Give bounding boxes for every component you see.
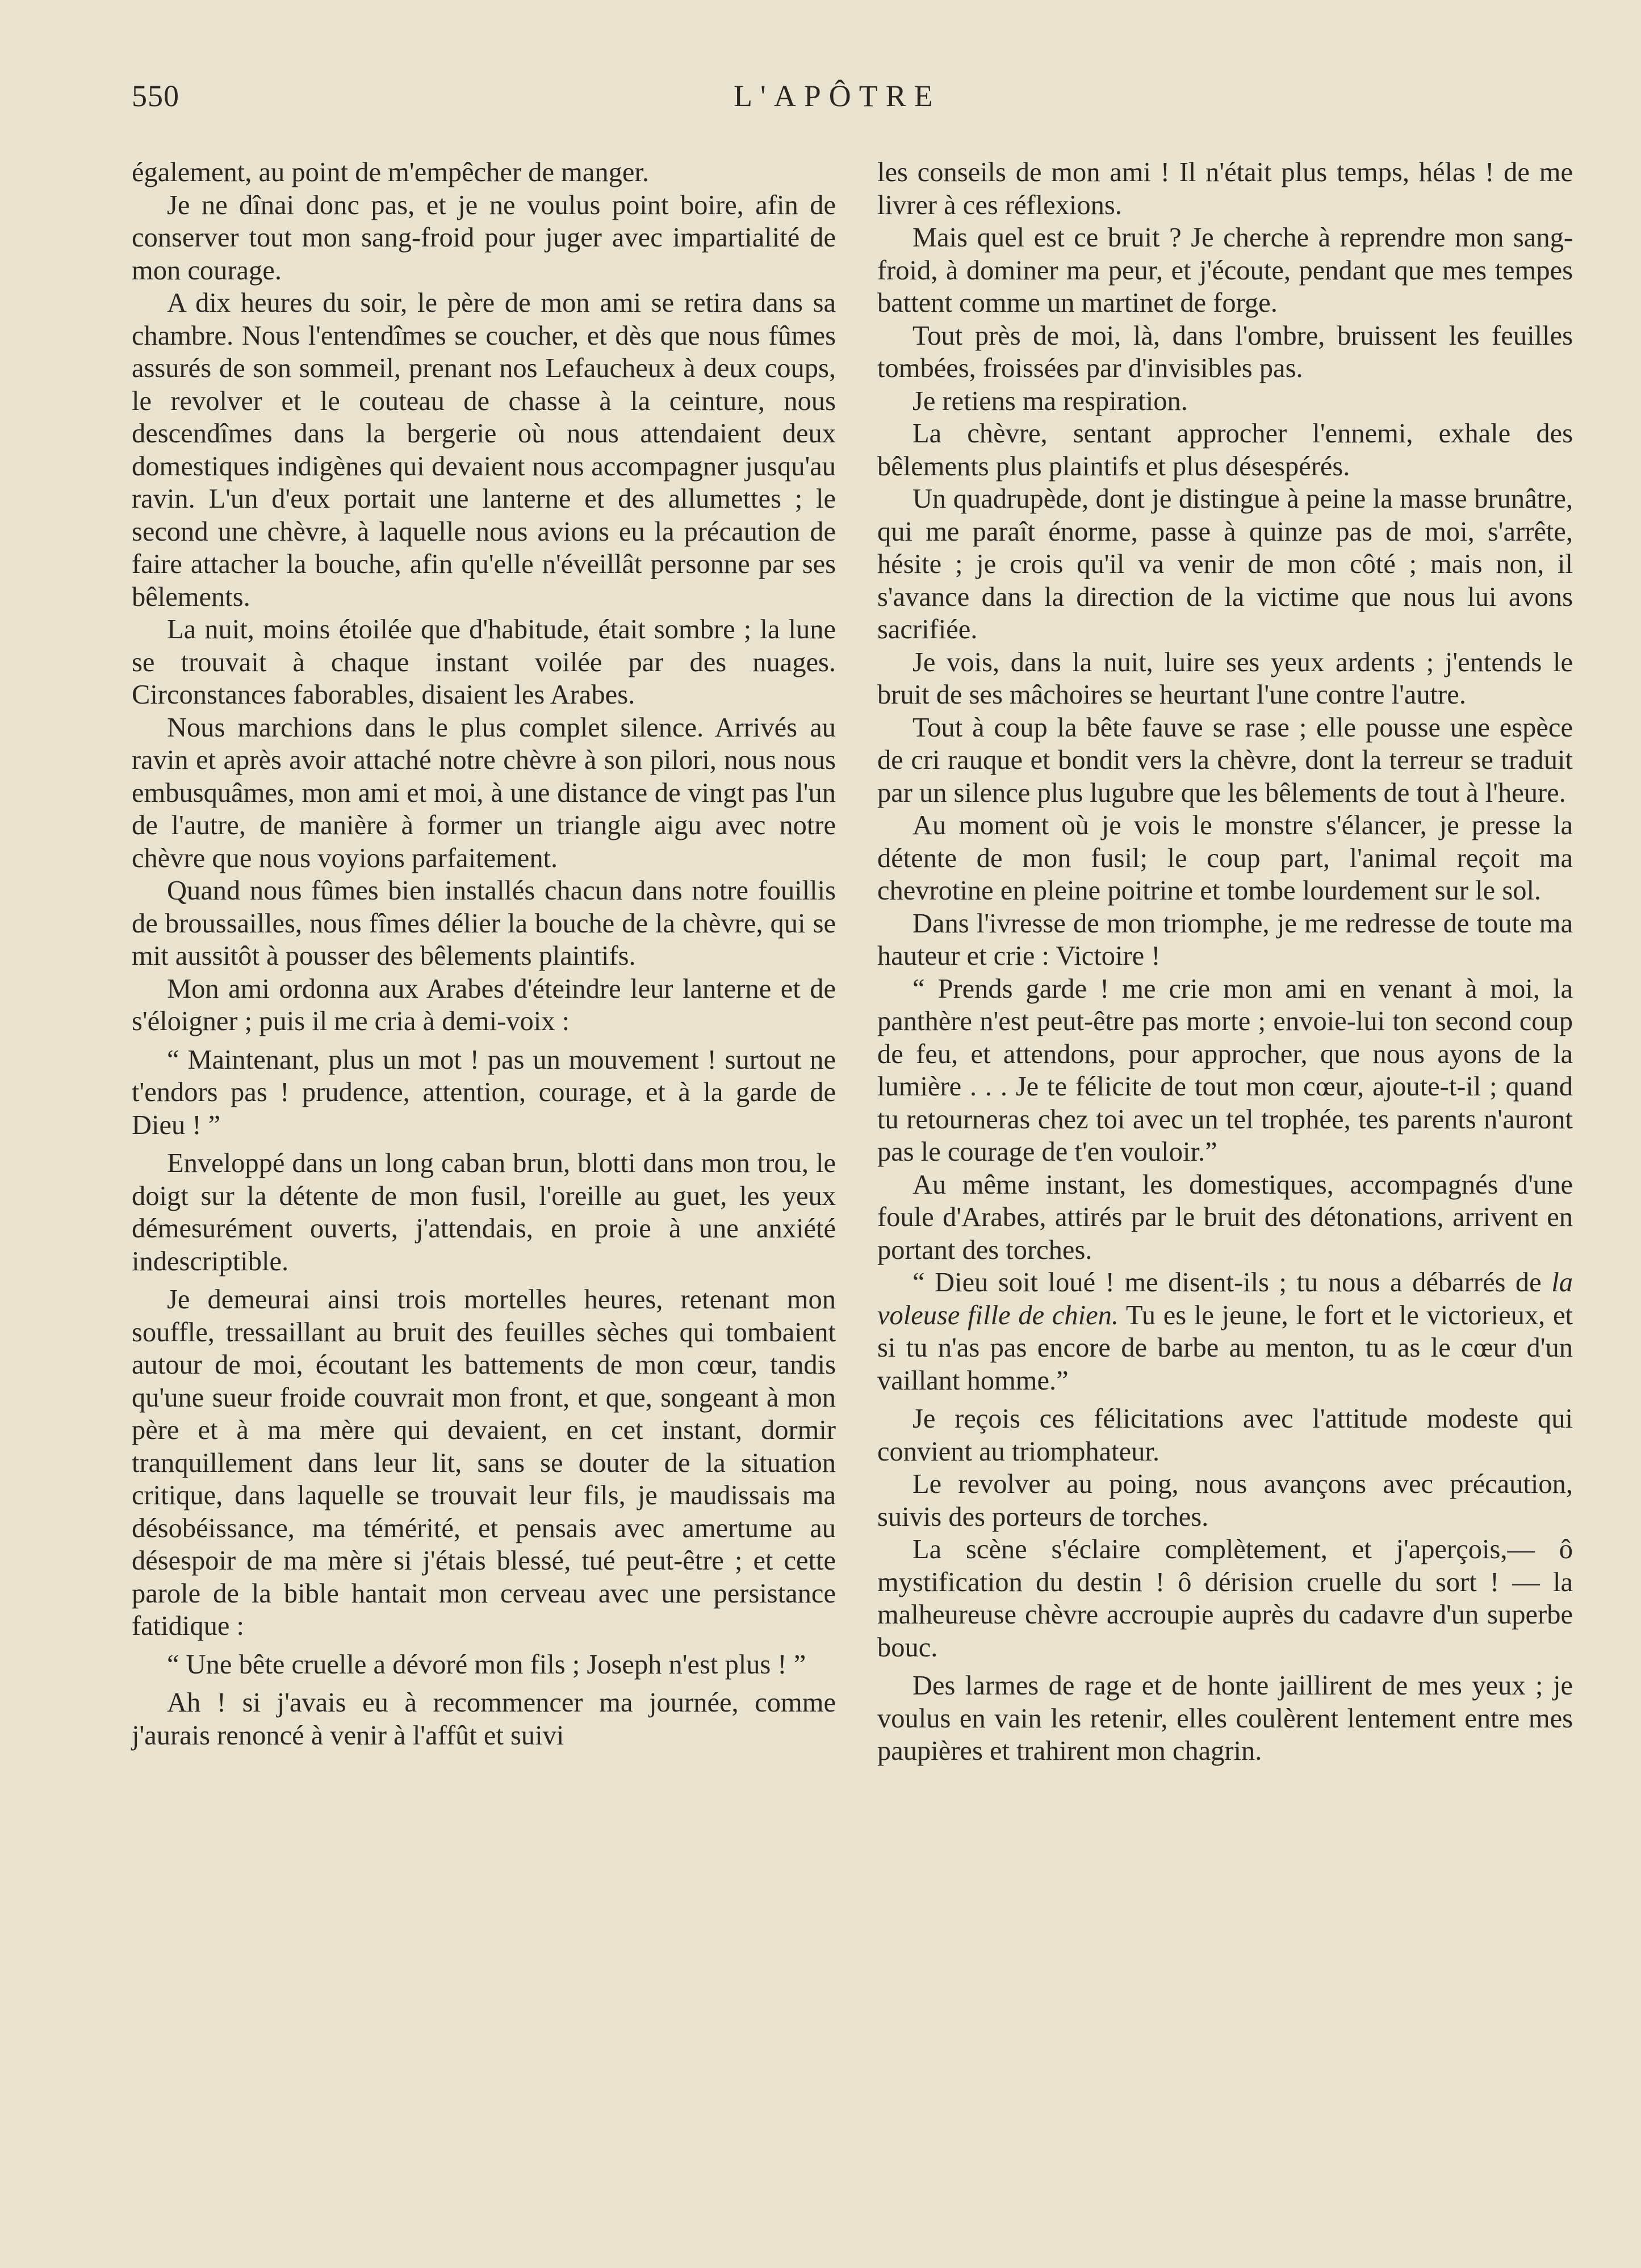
paragraph: Au moment où je vois le monstre s'élancer, je presse la détente de mon fusil; le coup part, l'animal reçoit ma chevrotine en pleine poitrine et tombe lourdement sur le sol. — [877, 810, 1573, 906]
quote-paragraph: “ Prends garde ! me crie mon ami en venant à moi, la panthère n'est peut-être pas morte ; envoie-lui ton second coup de feu, et attendons, pour approcher, que nous ayons de la lumière . . . Je te félicite de tout mon cœur, ajoute-t-il ; quand tu retourneras chez toi avec un tel trophée, tes parents n'auront pas le courage de t'en vouloir.” — [877, 973, 1573, 1167]
paragraph: Je reçois ces félicitations avec l'attitude modeste qui convient au triomphateur. — [877, 1404, 1573, 1467]
page-number: 550 — [132, 79, 179, 113]
paragraph: également, au point de m'empêcher de manger. — [132, 157, 650, 187]
paragraph: La nuit, moins étoilée que d'habitude, était sombre ; la lune se trouvait à chaque instant voilée par des nuages. Circonstances faborables, disaient les Arabes. — [132, 614, 836, 710]
paragraph: Un quadrupède, dont je distingue à peine la masse brunâtre, qui me paraît énorme, passe à quinze pas de moi, s'arrête, hésite ; je crois qu'il va venir de mon côté ; mais non, il s'avance dans la direction de la victime que nous lui avons sacrifiée. — [877, 484, 1573, 645]
quote-paragraph: “ Une bête cruelle a dévoré mon fils ; Joseph n'est plus ! ” — [167, 1649, 806, 1680]
page-header — [132, 78, 1557, 124]
paragraph: Je retiens ma respiration. — [912, 386, 1188, 416]
paragraph: Tout près de moi, là, dans l'ombre, bruissent les feuilles tombées, froissées par d'invisibles pas. — [877, 320, 1573, 383]
paragraph: Ah ! si j'avais eu à recommencer ma journée, comme j'aurais renoncé à venir à l'affût et suivi — [132, 1688, 836, 1751]
italic-phrase: la voleuse fille de chien. — [877, 1267, 1573, 1330]
left-column — [132, 156, 836, 1752]
paragraph: A dix heures du soir, le père de mon ami se retira dans sa chambre. Nous l'entendîmes se coucher, et dès que nous fûmes assurés de son sommeil, prenant nos Lefaucheux à deux coups, le revolver et le couteau de chasse à la ceinture, nous descendîmes dans la bergerie où nous attendaient deux domestiques indigènes qui devaient nous accompagner jusqu'au ravin. L'un d'eux portait une lanterne et des allumettes ; le second une chèvre, à laquelle nous avions eu la précaution de faire attacher la bouche, afin qu'elle n'éveillât personne par ses bêlements. — [132, 288, 836, 612]
quote-paragraph: “ Maintenant, plus un mot ! pas un mouvement ! surtout ne t'endors pas ! prudence, attention, courage, et à la garde de Dieu ! ” — [132, 1044, 836, 1140]
paragraph: les conseils de mon ami ! Il n'était plus temps, hélas ! de me livrer à ces réflexions. — [877, 157, 1573, 220]
paragraph: Dans l'ivresse de mon triomphe, je me redresse de toute ma hauteur et crie : Victoire ! — [877, 908, 1573, 971]
quote-paragraph — [877, 1266, 1573, 1397]
paragraph: Mon ami ordonna aux Arabes d'éteindre leur lanterne et de s'éloigner ; puis il me cria à demi-voix : — [132, 973, 836, 1036]
paragraph: Le revolver au poing, nous avançons avec précaution, suivis des porteurs de torches. — [877, 1469, 1573, 1532]
paragraph: Mais quel est ce bruit ? Je cherche à reprendre mon sang-froid, à dominer ma peur, et j'écoute, pendant que mes tempes battent comme un martinet de forge. — [877, 223, 1573, 318]
paragraph: Au même instant, les domestiques, accompagnés d'une foule d'Arabes, attirés par le bruit des détonations, arrivent en portant des torches. — [877, 1169, 1573, 1265]
paragraph: Je ne dînai donc pas, et je ne voulus point boire, afin de conserver tout mon sang-froid pour juger avec impartialité de mon courage. — [132, 190, 836, 286]
paragraph: Des larmes de rage et de honte jaillirent de mes yeux ; je voulus en vain les retenir, elles coulèrent lentement entre mes paupières et trahirent mon chagrin. — [877, 1671, 1573, 1766]
paragraph: Je vois, dans la nuit, luire ses yeux ardents ; j'entends le bruit de ses mâchoires se heurtant l'une contre l'autre. — [877, 647, 1573, 710]
paragraph: La scène s'éclaire complètement, et j'aperçois,— ô mystification du destin ! ô dérision cruelle du sort ! — la malheureuse chèvre accroupie auprès du cadavre d'un superbe bouc. — [877, 1534, 1573, 1663]
paragraph: La chèvre, sentant approcher l'ennemi, exhale des bêlements plus plaintifs et plus désespérés. — [877, 419, 1573, 482]
paragraph: Enveloppé dans un long caban brun, blotti dans mon trou, le doigt sur la détente de mon fusil, l'oreille au guet, les yeux démesurément ouverts, j'attendais, en proie à une anxiété indescriptible. — [132, 1148, 836, 1277]
paragraph: Quand nous fûmes bien installés chacun dans notre fouillis de broussailles, nous fîmes délier la bouche de la chèvre, qui se mit aussitôt à pousser des bêlements plaintifs. — [132, 876, 836, 971]
running-title: L'APÔTRE — [734, 79, 941, 113]
paragraph: Je demeurai ainsi trois mortelles heures, retenant mon souffle, tressaillant au bruit des feuilles sèches qui tombaient autour de moi, écoutant les battements de mon cœur, tandis qu'une sueur froide couvrait mon front, et que, songeant à mon père et à ma mère qui devaient, en cet instant, dormir tranquillement dans leur lit, sans se douter de la situation critique, dans laquelle se trouvait leur fils, je maudissais ma désobéissance, ma témérité, et pensais avec amertume au désespoir de ma mère si j'étais blessé, tué peut-être ; et cette parole de la bible hantait mon cerveau avec une persistance fatidique : — [132, 1284, 836, 1641]
quote-text-before: “ Dieu soit loué ! me disent-ils ; tu nous a débarrés de — [912, 1267, 1552, 1298]
paragraph: Nous marchions dans le plus complet silence. Arrivés au ravin et après avoir attaché notre chèvre à son pilori, nous nous embusquâmes, mon ami et moi, à une distance de vingt pas l'un de l'autre, de manière à former un triangle aigu avec notre chèvre que nous voyions parfaitement. — [132, 712, 836, 873]
quote-text-after: Tu es le jeune, le fort et le victorieux, et si tu n'as pas encore de barbe au menton, tu as le cœur d'un vaillant homme.” — [877, 1300, 1573, 1396]
paragraph: Tout à coup la bête fauve se rase ; elle pousse une espèce de cri rauque et bondit vers la chèvre, dont la terreur se traduit par un silence plus lugubre que les bêlements de tout à l'heure. — [877, 712, 1573, 808]
right-column — [877, 156, 1573, 1768]
